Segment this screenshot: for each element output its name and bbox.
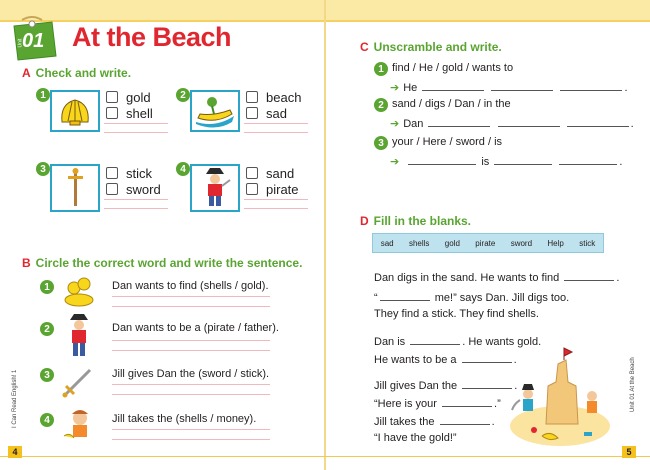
word-bank-item: Help	[547, 238, 564, 248]
checkbox[interactable]	[246, 107, 258, 119]
write-line[interactable]	[112, 296, 270, 297]
blank[interactable]	[498, 116, 560, 127]
unit-label: Unit	[17, 38, 24, 48]
write-line[interactable]	[244, 132, 308, 133]
c2-answer[interactable]: ➔ Dan .	[390, 118, 634, 130]
right-page-number: 5	[622, 446, 636, 458]
a2-option-2[interactable]: sad	[246, 105, 287, 121]
blank[interactable]	[380, 290, 430, 301]
arrow-icon: ➔	[390, 118, 400, 130]
checkbox[interactable]	[106, 167, 118, 179]
blank[interactable]	[567, 116, 629, 127]
section-b-letter: B	[22, 256, 31, 270]
word-bank	[372, 233, 604, 253]
b2-sentence: Dan wants to be a (pirate / father).	[112, 322, 279, 334]
blank[interactable]	[560, 80, 622, 91]
a1-number: 1	[36, 88, 50, 102]
section-a-heading: A Check and write.	[22, 66, 132, 80]
pirate-picture	[190, 164, 240, 212]
blank[interactable]	[564, 270, 614, 281]
checkbox[interactable]	[106, 183, 118, 195]
b4-number: 4	[40, 413, 54, 427]
blank[interactable]	[462, 352, 512, 363]
checkbox[interactable]	[246, 91, 258, 103]
write-line[interactable]	[112, 350, 270, 351]
write-line[interactable]	[104, 208, 168, 209]
blank[interactable]	[410, 334, 460, 345]
a1-option-2[interactable]: shell	[106, 105, 153, 121]
stick-sword-icon	[52, 166, 98, 210]
blank[interactable]	[491, 80, 553, 91]
b3-number: 3	[40, 368, 54, 382]
write-line[interactable]	[104, 132, 168, 133]
c2-scramble: sand / digs / Dan / in the	[392, 98, 511, 110]
d-line-2: “ me!” says Dan. Jill digs too.	[374, 292, 570, 304]
write-line[interactable]	[112, 394, 270, 395]
section-c-letter: C	[360, 40, 369, 54]
section-c-heading: C Unscramble and write.	[360, 40, 502, 54]
write-line[interactable]	[112, 429, 270, 430]
a4-option-2[interactable]: pirate	[246, 181, 299, 197]
shell-picture	[50, 90, 100, 132]
c3-number: 3	[374, 136, 388, 150]
write-line[interactable]	[112, 384, 270, 385]
a4-option-1[interactable]: sand	[246, 165, 294, 181]
c3-answer[interactable]: ➔ is .	[390, 156, 623, 168]
blank[interactable]	[422, 80, 484, 91]
unit-number: 01	[22, 30, 45, 52]
b3-sentence: Jill gives Dan the (sword / stick).	[112, 368, 270, 380]
word-bank-item: gold	[444, 238, 460, 248]
d-line-6: Jill gives Dan the .	[374, 380, 518, 392]
blank[interactable]	[559, 154, 617, 165]
right-side-label: Unit 01 At the Beach	[630, 357, 636, 412]
word-bank-item: sad	[380, 238, 394, 248]
word-bank-item: sword	[510, 238, 533, 248]
beach-picture	[190, 90, 240, 132]
d-line-4: Dan is . He wants gold.	[374, 336, 542, 348]
word-bank-item: stick	[579, 238, 596, 248]
checkbox[interactable]	[106, 107, 118, 119]
write-line[interactable]	[104, 123, 168, 124]
bottom-rule	[0, 456, 650, 457]
word-bank-item: pirate	[475, 238, 496, 248]
d-line-1: Dan digs in the sand. He wants to find .	[374, 272, 620, 284]
write-line[interactable]	[244, 199, 308, 200]
left-page-number: 4	[8, 446, 22, 458]
a1-option-1[interactable]: gold	[106, 89, 151, 105]
page-title: At the Beach	[72, 22, 232, 52]
b4-sentence: Jill takes the (shells / money).	[112, 413, 257, 425]
d-line-3: They find a stick. They find shells.	[374, 308, 539, 320]
write-line[interactable]	[112, 306, 270, 307]
c1-number: 1	[374, 62, 388, 76]
blank[interactable]	[428, 116, 490, 127]
a2-number: 2	[176, 88, 190, 102]
unit-badge	[8, 16, 60, 64]
section-d-letter: D	[360, 214, 369, 228]
write-line[interactable]	[112, 340, 270, 341]
blank[interactable]	[462, 378, 512, 389]
sword-icon	[60, 366, 96, 398]
b1-number: 1	[40, 280, 54, 294]
blank[interactable]	[494, 154, 552, 165]
a3-option-2[interactable]: sword	[106, 181, 161, 197]
c2-number: 2	[374, 98, 388, 112]
sandcastle-illustration	[506, 346, 614, 450]
a3-number: 3	[36, 162, 50, 176]
page-spine	[324, 0, 326, 470]
arrow-icon: ➔	[390, 82, 400, 94]
section-d-heading: D Fill in the blanks.	[360, 214, 472, 228]
blank[interactable]	[440, 414, 490, 425]
write-line[interactable]	[244, 123, 308, 124]
pirate-boy-icon	[64, 314, 94, 360]
d-line-5: He wants to be a .	[374, 354, 517, 366]
a3-option-1[interactable]: stick	[106, 165, 152, 181]
stick-picture	[50, 164, 100, 212]
section-a-letter: A	[22, 66, 31, 80]
d-line-8: Jill takes the .	[374, 416, 495, 428]
gold-coins-icon	[62, 274, 96, 308]
blank[interactable]	[442, 396, 492, 407]
c1-answer[interactable]: ➔ He .	[390, 82, 628, 94]
checkbox[interactable]	[246, 183, 258, 195]
checkbox[interactable]	[246, 167, 258, 179]
arrow-icon: ➔	[390, 156, 400, 168]
a2-option-1[interactable]: beach	[246, 89, 301, 105]
d-line-7: “Here is your .”	[374, 398, 501, 410]
d-line-9: “I have the gold!”	[374, 432, 457, 444]
girl-with-shells-icon	[60, 406, 100, 444]
c3-scramble: your / Here / sword / is	[392, 136, 503, 148]
blank[interactable]	[408, 154, 476, 165]
b1-sentence: Dan wants to find (shells / gold).	[112, 280, 269, 292]
a4-number: 4	[176, 162, 190, 176]
pirate-icon	[192, 166, 238, 210]
c1-scramble: find / He / gold / wants to	[392, 62, 514, 74]
write-line[interactable]	[104, 199, 168, 200]
word-bank-item: shells	[408, 238, 430, 248]
shell-icon	[52, 92, 98, 130]
write-line[interactable]	[112, 439, 270, 440]
beach-boat-icon	[192, 92, 238, 130]
b2-number: 2	[40, 322, 54, 336]
left-side-label: I Can Read English! 1	[12, 369, 18, 428]
checkbox[interactable]	[106, 91, 118, 103]
section-b-heading: B Circle the correct word and write the sentence.	[22, 256, 303, 270]
write-line[interactable]	[244, 208, 308, 209]
